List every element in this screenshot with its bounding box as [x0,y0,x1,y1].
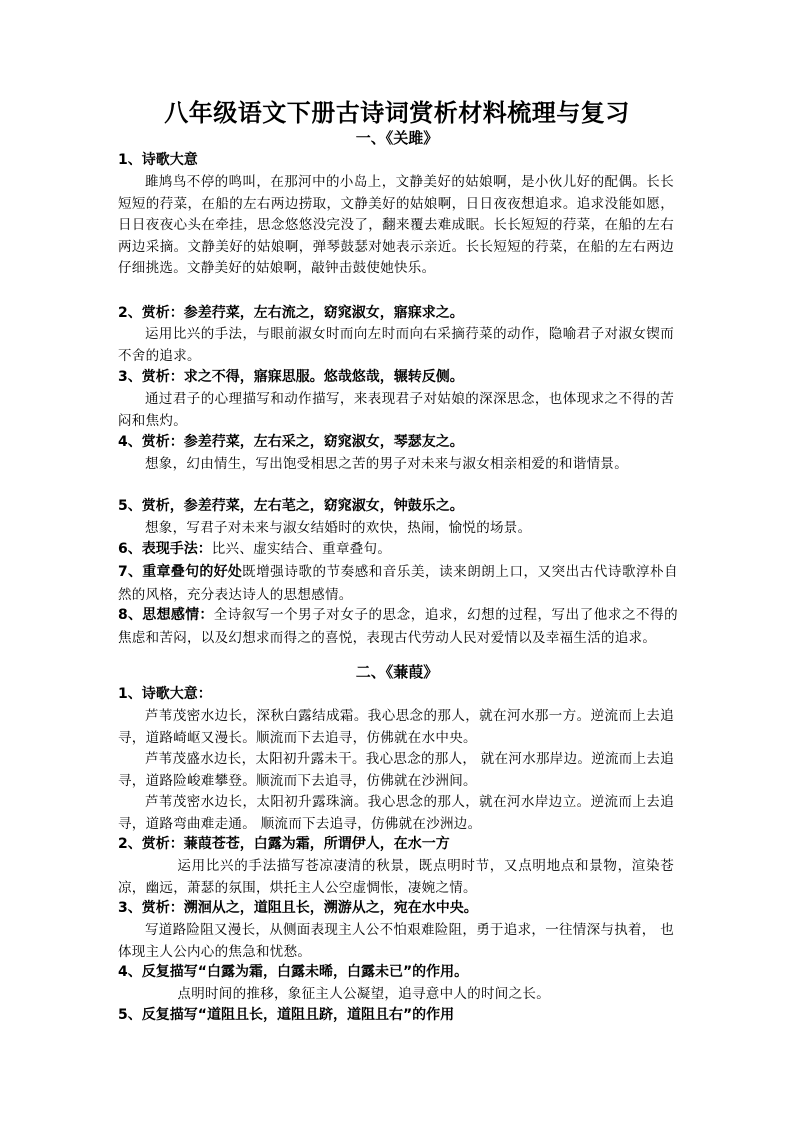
section-heading-guanju: 一、《关雎》 [355,129,439,147]
paragraph-poem-meaning: 雎鸠鸟不停的鸣叫，在那河中的小岛上，文静美好的姑娘啊，是小伙儿好的配偶。长长短短的荇菜，在船的左右两边捞取，文静美好的姑娘啊，日日夜夜想追求。追求没能如愿，日日夜夜心头在牵挂，思念悠悠没完没了，翻来覆去难成眠。长长短短的荇菜，在船的左右两边采摘。文静美好的姑娘啊，弹琴鼓瑟对她表示亲近。长长短短的荇菜，在船的左右两边仔细挑选。文静美好的姑娘啊，敲钟击鼓使她快乐。 [118,174,674,277]
paragraph-jianjia-appreciation-2: 运用比兴的手法描写苍凉凄清的秋景，既点明时节，又点明地点和景物，渲染苍凉，幽远，萧瑟的氛围，烘托主人公空虚惆怅，凄婉之情。 [118,858,674,896]
repetition-benefits-text: 既增强诗歌的节奏感和音乐美，读来朗朗上口，又突出古代诗歌淳朴自然的风格，充分表达诗人的思想感情。 [118,564,678,603]
thoughts-feelings [118,604,678,649]
heading-jianjia-appreciation-3: 3、赏析：溯洄从之，道阻且长，溯游从之，宛在水中央。 [118,900,478,916]
paragraph-poem-meaning-2b: 芦苇茂盛水边长，太阳初升露未干。我心思念的那人， 就在河水那岸边。逆流而上去追寻，道路险峻难攀登。顺流而下去追寻，仿佛就在沙洲间。 [118,751,674,789]
expression-techniques [118,539,678,559]
paragraph-jianjia-appreciation-3: 写道路险阻又漫长，从侧面表现主人公不怕艰难险阻，勇于追求，一往情深与执着， 也体现主人公内心的焦急和忧愁。 [118,922,674,960]
heading-appreciation-3: 3、赏析：求之不得，寤寐思服。悠哉悠哉，辗转反侧。 [118,369,464,385]
heading-poem-meaning: 1、诗歌大意 [118,152,198,168]
heading-jianjia-appreciation-2: 2、赏析：蒹葭苍苍，白露为霜，所谓伊人，在水一方 [118,836,450,852]
paragraph-poem-meaning-2a: 芦苇茂密水边长，深秋白露结成霜。我心思念的那人，就在河水那一方。逆流而上去追寻，道路崎岖又漫长。顺流而下去追寻，仿佛就在水中央。 [118,708,674,746]
heading-jianjia-repetition-4: 4、反复描写“白露为霜，白露未晞，白露未已”的作用。 [118,964,469,980]
expression-techniques-label: 6、表现手法： [118,541,212,557]
heading-appreciation-5: 5、赏析，参差荇菜，左右芼之，窈窕淑女，钟鼓乐之。 [118,498,464,514]
paragraph-poem-meaning-2c: 芦苇茂密水边长，太阳初升露珠滴。我心思念的那人，就在河水岸边立。逆流而上去追寻，道路弯曲难走通。 顺流而下去追寻，仿佛就在沙洲边。 [118,794,674,832]
heading-appreciation-2: 2、赏析：参差荇菜，左右流之，窈窕淑女，寤寐求之。 [118,305,464,321]
repetition-benefits-label: 7、重章叠句的好处 [118,564,243,580]
paragraph-appreciation-4: 想象，幻由情生，写出饱受相思之苦的男子对未来与淑女相亲相爱的和谐情景。 [145,456,628,472]
heading-jianjia-repetition-5: 5、反复描写“道阻且长，道阻且跻，道阻且右”的作用 [118,1007,455,1023]
heading-poem-meaning-2: 1、诗歌大意： [118,686,212,702]
paragraph-jianjia-repetition-4: 点明时间的推移，象征主人公凝望，追寻意中人的时间之长。 [177,986,550,1002]
thoughts-feelings-text: 全诗叙写一个男子对女子的思念，追求，幻想的过程，写出了他求之不得的焦虑和苦闷，以及幻想求而得之的喜悦，表现古代劳动人民对爱情以及幸福生活的追求。 [118,607,678,646]
expression-techniques-text: 比兴、虚实结合、重章叠句。 [211,541,392,557]
document-title: 八年级语文下册古诗词赏析材料梳理与复习 [164,99,630,127]
thoughts-feelings-label: 8、思想感情： [118,607,214,623]
paragraph-appreciation-3: 通过君子的心理描写和动作描写，来表现君子对姑娘的深深思念，也体现求之不得的苦闷和焦灼。 [118,391,674,429]
section-heading-jianjia: 二、《蒹葭》 [355,663,439,681]
repetition-benefits [118,561,678,606]
heading-appreciation-4: 4、赏析：参差荇菜，左右采之，窈窕淑女，琴瑟友之。 [118,434,464,450]
paragraph-appreciation-2: 运用比兴的手法，与眼前淑女时而向左时而向右采摘荇菜的动作，隐喻君子对淑女锲而不舍的追求。 [118,326,674,364]
paragraph-appreciation-5: 想象，写君子对未来与淑女结婚时的欢快，热闹，愉悦的场景。 [145,520,532,536]
